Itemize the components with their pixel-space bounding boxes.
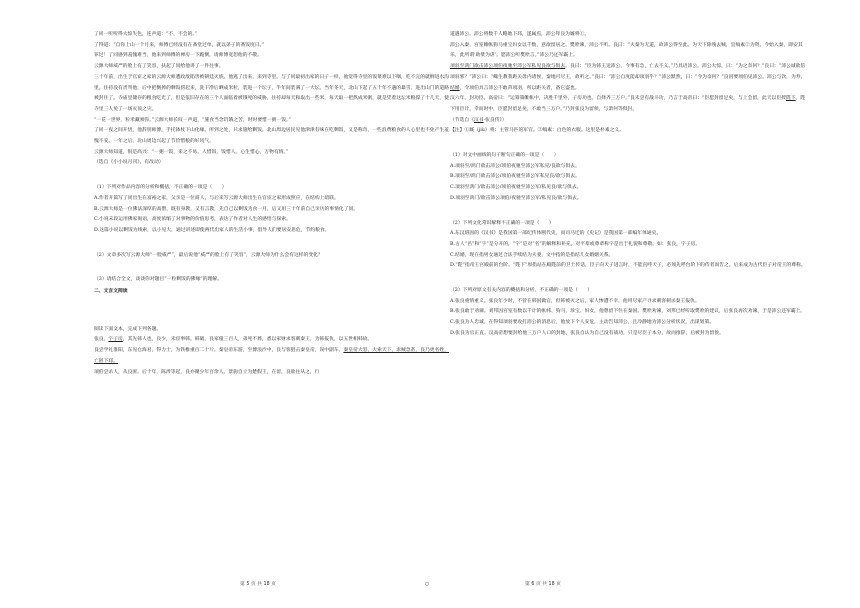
source-note: （选自《小小说月刊》，有改动）: [94, 160, 164, 166]
option-d: D.张良为官正直。汉高帝想要封给他三万户人口的封地，张良自认为自己没有战功，只是尽臣子本分，故而推辞，后被封为留侯。: [450, 330, 724, 336]
classical-paragraph: 项羽至鸿门欲击沛公项伯夜驰至沛公军私见良欲与俱去。良曰：“臣为韩王送沛公，今事有急，亡去不义。”乃具语沛公。沛公大惊，曰：“为之奈何？”良曰：“沛公诚欲倍项羽邪？”沛公曰：“鲰生教我距关毋内诸侯，秦地可尽王，故听之。”良曰：“沛公自度能却项羽乎？”沛公默然，曰：“今为奈何？”良因要项伯见沛公。沛公与饮，为寿，结婚，令项伯具言沛公不敢背项羽，所以距关者，备它盗也。: [450, 64, 806, 91]
underlined-phrase: 字子房: [108, 337, 123, 343]
option-b: B.项羽至/鸿门欲击沛公/项伯夜驰至沛公军私见良/欲与俱去。: [450, 174, 580, 180]
paragraph: 了得道：“自你上山一个月来，师傅已经没有在斋堂过单，就以弟子的斋饭度日。”: [94, 42, 265, 48]
paragraph: 三十年前，出生于官宦之家的云源大师遭政敌陷害被朝廷灭族。他逃了出来，来到寺里。与了同最初出家的日子一样，他觉得寺里的饭菜难以下咽，吃不完的就倒进水沟里。住持没有责骂他，后中把倒掉的剩饭捞起来，洗干净后晒成米粒，装进一个坛子，半年间装满了一大坛。当年冬天，北山下起了五十年不遇的暴雪，进出山门的道路被封住了。寺庙里储存的粮食吃光了，但是依旧存在的三个人面临着被饿死的威胁，住持却每天和取出一些米，每天取一把熬成米粥，就是凭着这坛米粮撑了十几天，使寺里三人免了一场灭顶之灾。: [94, 74, 449, 112]
option-d: D.这篇小说以剩饭为线索，以小见大，通过讲述即使两代出家人的生活小事，倡导人们要居安思危，节约粮食。: [94, 227, 330, 233]
option-c: C.项羽至鸿门/欲击沛公/项伯夜驰至沛公军/私见良/欲与俱去。: [450, 185, 582, 191]
classical-paragraph: 张良，字子房，其先韩人也，良少，未宦事韩。韩破，良家僮三百人，弟死不葬，悉以家财求客刺秦王，为韩报仇，以五世相韩故。: [94, 337, 373, 343]
option-b: B.张良敢于劝谏。刘邦因宫室有数以千计的帐帏、狗马、珍宝、妇女，他想留下住在秦国。樊哙劝谏，刘邦已经听取樊哙的建议，后张良再次劝谏，于是沛公还军霸上。: [450, 309, 806, 315]
paragraph: 了同一听听得大惊失色，连声道：“不，不会的。”: [94, 32, 198, 37]
option-b: B.古人“名”和“字”是分开的，“字”是对“名”的解释和补充。对平辈或尊辈称字是出于礼貌和尊敬。如：张良，字子房。: [450, 241, 701, 247]
underlined-sentence: 项羽至鸿门欲击沛公项伯夜驰至沛公军私见良欲与俱去: [450, 64, 566, 70]
classical-paragraph: 汉六年，封功臣。高帝曰：“运筹策帷帐中，决胜千里外，子房功也。自择齐三万户。”良未尝有战斗功，乃言于高帝曰：“臣愿封留足矣，与上会留，此天以臣授陛下。陛下用臣计，幸而时中，臣愿封留足矣，不敢当三万户。”乃封张良为留侯，与萧何等俱封。: [450, 96, 806, 112]
paragraph: “一花一世界，粒米藏须弥。”云源大师长叹一声道，“施食当念饥饿之苦，时时要惜一粥一饭。”: [94, 117, 291, 123]
classical-paragraph: 道遇沛公。沛公将数千人略地下邳，遂属焉，沛公拜良为厩将①。: [450, 32, 590, 37]
option-c: C.张良为人忠诚。在得知项羽要攻打沛公的消息后，他放下个人安危，主动告知沛公，且冷静地为沛公分析状况，出谋划策。: [450, 320, 715, 326]
option-d: D.项羽至鸿门/欲击沛公项伯/夜驰至沛公军/私见良/欲与俱去。: [450, 195, 582, 201]
classical-paragraph: 沛公入秦，宫室帷帐狗马重宝妇女以千数，意欲留居之。樊哙谏，沛公不听。良曰：“夫秦为无道，故沛公得至此。为天下除残去贼，宜缟素②为资。今始入秦，即安其乐，此所谓‘助桀为虐’。愿沛公听樊哙言。”沛公乃还军霸上。: [450, 42, 803, 59]
right-column: [450, 30, 808, 340]
left-column: [94, 30, 452, 378]
page-separator-icon: ○: [425, 582, 430, 587]
option-a: A.项羽至/鸿门欲击沛公/项伯夜驰至沛公军私见/良欲与俱去。: [450, 163, 580, 169]
page-number-left: 第 5 页 共 18 页: [240, 582, 276, 587]
question-2: （2）文章多次写云源大师“一脸威严”，最后说他“威严的脸上有了笑容”，云源大师为什么会有这样的变化？: [94, 252, 323, 258]
source-note: （节选自《汉书·张良传》）: [450, 117, 507, 123]
option-a: A.东汉班固的《汉书》是我国第一部纪传体断代史，而司马迁的《史记》是我国第一部编年体通史。: [450, 231, 662, 237]
section-heading: 二、文言文阅读: [94, 288, 128, 295]
option-d: D.“陛”指帝王宫殿前的台阶。“陛下”原指站在殿陛前的卫士传话，臣子向天子进言时，不能直呼天子，必须先呼台阶下的侍者而告之。后来成为古代臣子对帝王的尊称。: [450, 263, 806, 269]
option-a: A.作者开篇写了同出生在富裕之家，父亲是一位商人，与后来写云源大师出生在官宦之家形成照应，在结构上暗联。: [94, 195, 339, 201]
option-c: C.结婚，现在指男女通过合法手续结为夫妻，文中指的是指结儿女婚姻关系。: [450, 252, 614, 258]
classical-paragraph: 良尝学礼淮阳，东见仓海君，得力士，为铁椎重百二十斤。秦皇帝东游，至博浪沙中，良与客狙击秦皇帝，误中副车。秦皇帝大怒，大索天下，求贼急甚，良乃更名姓，亡匿下邳。: [94, 348, 449, 364]
paragraph: 云源大师威严的脸上有了笑容，扶起了同给他讲了一件往事。: [94, 64, 224, 70]
annotation-note: 【注】①厩（jiù）将：主管马匹的军官。②缟素：白色的衣服。这里是朴素之义。: [450, 128, 625, 134]
page-number-right: 第 6 页 共 18 页: [525, 582, 561, 587]
question-3: （3）请结合全文，谈谈你对题目“一粒剩饭的佛缘”的理解。: [94, 277, 222, 283]
question-2: （2）下列文化常识解释不正确的一项是（ ）: [450, 220, 554, 226]
question-1: （1）下列对作品内容的分析和概括，不正确的一项是（ ）: [94, 185, 227, 191]
classical-paragraph: 项伯尝杀人，从良匿。后十年，陈涉等起，良亦聚少年百余人。景驹自立为楚假王，在留，良欲往从之，行: [94, 369, 320, 375]
underlined-word: 陛下: [785, 96, 796, 102]
underlined-word: 结婚: [450, 85, 460, 91]
paragraph: 了同一夜之间开悟，他辞别师傅，手托钵杖下山化缘。所到之处，只求施给剩饭。北山周边居民见他津津有味在吃剩饭，又是称奇，一些浪费粮食的人心里也不免产生羞愧不安。一年之后，北山周边兴起了节俭惜粮的好风气。: [94, 128, 449, 145]
question-1: （1）对文中画线的句子断句正确的一项是（ ）: [450, 153, 559, 159]
paragraph: 云源大师知道，很是高兴：“一粥一饭，来之不易。人惜饭，饭惜人。心生惜心，万物有情。”: [94, 149, 289, 155]
reading-intro: 阅读下面文本，完成下列各题。: [94, 326, 162, 332]
option-c: C.小说末段运用佛家偈语，高度浓缩了对事物的价值思考，表达了作者对人生的感悟与探索。: [94, 217, 291, 223]
option-a: A.张良重情重义。张良年少时，不曾在韩国做官，但韩被灭之后，家人惨遭不幸，他用尽家产寻求刺客刺杀秦王报仇。: [450, 298, 700, 304]
question-3: （3）下列对原文有关内容的概括和分析，不正确的一项是（ ）: [450, 288, 593, 294]
option-b: B.云源大师是一位佛法深厚的高僧，既有身教，又有言教，先自己以剩饭为食一月，后又用三十年前自己亲历的事情化了同。: [94, 206, 359, 212]
underlined-sentence: 秦皇帝大怒，大索天下，求贼急甚，良乃更名姓，亡匿下邳。: [94, 348, 449, 364]
paragraph: 罪过！了同感到羞愧难当，他来到师傅的禅房一下跪倒，请师傅宽恕他的不敬。: [94, 53, 262, 59]
